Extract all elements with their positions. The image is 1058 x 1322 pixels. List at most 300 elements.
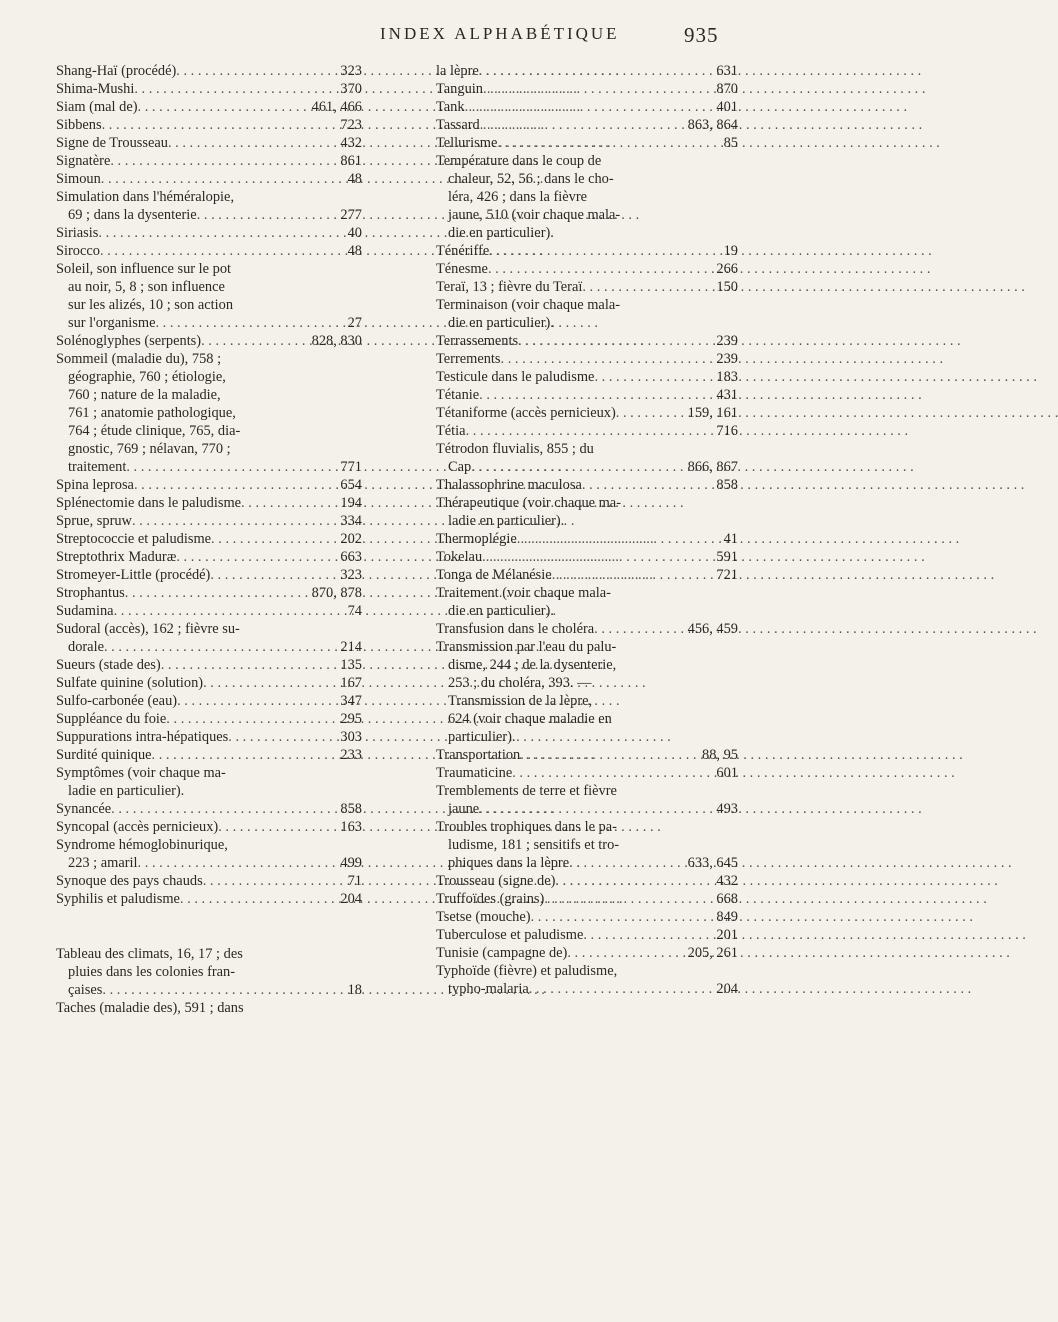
index-entry xyxy=(436,908,738,926)
section-gap xyxy=(56,908,362,945)
entry-page-refs: 205, 261 xyxy=(687,945,738,961)
index-entry xyxy=(436,818,738,872)
entry-term: Simoun xyxy=(56,171,101,187)
entry-term: la lèpre xyxy=(436,63,479,79)
entry-continuation-line: disme, 244 ; de la dysenterie, xyxy=(448,657,617,673)
index-entry xyxy=(56,224,362,242)
entry-continuation-line: Transmission de la lèpre, xyxy=(448,693,593,709)
entry-term: Thalassophrine maculosa xyxy=(436,477,582,493)
entry-page-refs: 771 xyxy=(340,459,362,475)
leader-dots xyxy=(218,818,337,836)
entry-last-line xyxy=(436,800,738,818)
entry-term: Solénoglyphes (serpents) xyxy=(56,333,202,349)
leader-dots xyxy=(102,981,344,999)
entry-last-line xyxy=(436,458,738,476)
leader-dots xyxy=(101,170,345,188)
entry-last-line xyxy=(436,224,738,242)
leader-dots xyxy=(582,476,714,494)
entry-page-refs: 167 xyxy=(340,675,362,691)
index-entry xyxy=(436,242,738,260)
entry-last-text: jaune xyxy=(448,801,480,817)
entry-first-line: Terminaison (voir chaque mala- xyxy=(436,297,620,313)
entry-last-text: phiques dans la lèpre xyxy=(448,855,570,871)
entry-term: Synoque des pays chauds xyxy=(56,873,203,889)
leader-dots xyxy=(594,620,684,638)
entry-first-line: Sudoral (accès), 162 ; fièvre su- xyxy=(56,621,240,637)
leader-dots xyxy=(616,404,685,422)
leader-dots xyxy=(176,548,337,566)
leader-dots xyxy=(582,278,713,296)
entry-page-refs: 135 xyxy=(340,657,362,673)
entry-term: Sueurs (stade des) xyxy=(56,657,161,673)
leader-dots xyxy=(583,926,713,944)
entry-first-line: Thérapeutique (voir chaque ma- xyxy=(436,495,621,511)
leader-dots xyxy=(98,224,344,242)
entry-page-refs: 863, 864 xyxy=(687,117,738,133)
entry-last-text: die en particulier). xyxy=(448,603,554,619)
leader-dots xyxy=(104,638,337,656)
entry-continuation-line: 761 ; anatomie pathologique, xyxy=(68,405,236,421)
index-entry xyxy=(56,800,362,818)
index-entry xyxy=(56,170,362,188)
index-entry xyxy=(436,476,738,494)
entry-term: Truffoïdes (grains) xyxy=(436,891,545,907)
index-entry xyxy=(56,764,362,800)
entry-term: Shima-Mushi xyxy=(56,81,135,97)
entry-term: Tuberculose et paludisme xyxy=(436,927,584,943)
index-entry xyxy=(436,404,738,422)
entry-term: Strophantus xyxy=(56,585,125,601)
entry-continuation-line: pluies dans les colonies fran- xyxy=(68,964,236,980)
entry-page-refs: 870 xyxy=(716,81,738,97)
leader-dots xyxy=(201,332,309,350)
entry-page-refs: 591 xyxy=(716,549,738,565)
entry-last-text: die en particulier). xyxy=(448,315,554,331)
index-entry xyxy=(436,62,738,80)
leader-dots xyxy=(480,116,685,134)
index-entry xyxy=(56,566,362,584)
entry-last-line xyxy=(56,314,362,332)
leader-dots xyxy=(125,584,309,602)
entry-term: Tellurisme xyxy=(436,135,498,151)
entry-page-refs: 19 xyxy=(723,243,738,259)
entry-page-refs: 194 xyxy=(340,495,362,511)
index-entry xyxy=(436,584,738,620)
entry-term: Thermoplégie xyxy=(436,531,517,547)
entry-term: Tassard xyxy=(436,117,480,133)
entry-term: Sibbens xyxy=(56,117,102,133)
index-entry xyxy=(436,134,738,152)
index-entry xyxy=(56,692,362,710)
index-entry xyxy=(56,350,362,476)
index-entry xyxy=(436,890,738,908)
entry-page-refs: 861 xyxy=(340,153,362,169)
entry-continuation-line: ludisme, 181 ; sensitifs et tro- xyxy=(448,837,620,853)
entry-term: Stromeyer-Little (procédé) xyxy=(56,567,211,583)
leader-dots xyxy=(197,206,338,224)
entry-first-line: Tableau des climats, 16, 17 ; des xyxy=(56,946,243,962)
leader-dots xyxy=(241,494,337,512)
index-entry xyxy=(56,602,362,620)
leader-dots xyxy=(138,854,338,872)
entry-term: Transportation xyxy=(436,747,521,763)
entry-page-refs: 858 xyxy=(716,477,738,493)
entry-page-refs: 88, 95 xyxy=(702,747,738,763)
leader-dots xyxy=(210,566,337,584)
leader-dots xyxy=(100,242,345,260)
entry-page-refs: 150 xyxy=(716,279,738,295)
leader-dots xyxy=(161,656,338,674)
leader-dots xyxy=(501,350,714,368)
leader-dots xyxy=(203,872,345,890)
entry-continuation-line: 253 ; du choléra, 393. — xyxy=(448,675,592,691)
entry-term: Tank xyxy=(436,99,465,115)
entry-page-refs: 323 xyxy=(340,63,362,79)
index-entry xyxy=(436,440,738,476)
entry-page-refs: 858 xyxy=(340,801,362,817)
entry-first-line: Syndrome hémoglobinurique, xyxy=(56,837,228,853)
entry-page-refs: 48 xyxy=(347,171,362,187)
entry-page-refs: 239 xyxy=(716,351,738,367)
leader-dots xyxy=(482,548,713,566)
entry-page-refs: 601 xyxy=(716,765,738,781)
entry-page-refs: 493 xyxy=(716,801,738,817)
index-entry xyxy=(436,926,738,944)
entry-last-line xyxy=(56,638,362,656)
index-entry xyxy=(56,746,362,764)
leader-dots xyxy=(180,890,337,908)
index-entry xyxy=(436,944,738,962)
leader-dots xyxy=(176,62,337,80)
leader-dots xyxy=(518,332,713,350)
entry-page-refs: 18 xyxy=(347,982,362,998)
entry-page-refs: 866, 867 xyxy=(687,459,738,475)
index-entry xyxy=(56,260,362,332)
leader-dots xyxy=(517,530,721,548)
index-entry xyxy=(436,638,738,746)
leader-dots xyxy=(483,80,713,98)
leader-dots xyxy=(488,260,713,278)
entry-term: Streptothrix Maduræ xyxy=(56,549,177,565)
entry-continuation-line: léra, 426 ; dans la fièvre xyxy=(448,189,588,205)
index-entry xyxy=(436,620,738,638)
index-entry xyxy=(56,332,362,350)
entry-term: Syphilis et paludisme xyxy=(56,891,180,907)
entry-page-refs: 654 xyxy=(340,477,362,493)
entry-page-refs: 716 xyxy=(716,423,738,439)
entry-page-refs: 295 xyxy=(340,711,362,727)
entry-term: Tonga de Mélanésie xyxy=(436,567,552,583)
leader-dots xyxy=(531,908,714,926)
index-entry xyxy=(436,350,738,368)
entry-last-text: typho-malaria xyxy=(448,981,529,997)
leader-dots xyxy=(465,98,714,116)
entry-term: Sudamina xyxy=(56,603,114,619)
entry-last-text: ladie en particulier). xyxy=(448,513,565,529)
entry-last-line xyxy=(436,512,738,530)
index-entry xyxy=(56,80,362,98)
index-entry xyxy=(56,494,362,512)
index-entry xyxy=(56,674,362,692)
entry-page-refs: 183 xyxy=(716,369,738,385)
entry-term: Tétanie xyxy=(436,387,480,403)
entry-page-refs: 370 xyxy=(340,81,362,97)
entry-term: Tétia xyxy=(436,423,466,439)
leader-dots xyxy=(489,242,720,260)
entry-last-text: die en particulier). xyxy=(448,225,554,241)
index-entry xyxy=(56,62,362,80)
entry-page-refs: 723 xyxy=(340,117,362,133)
entry-term: Synancée xyxy=(56,801,112,817)
leader-dots xyxy=(466,422,714,440)
entry-term: Traumaticine xyxy=(436,765,513,781)
index-entry xyxy=(56,116,362,134)
entry-continuation-line: gnostic, 769 ; nélavan, 770 ; xyxy=(68,441,231,457)
entry-term: Tokelau xyxy=(436,549,483,565)
index-entry xyxy=(56,945,362,999)
entry-term: Streptococcie et paludisme xyxy=(56,531,212,547)
leader-dots xyxy=(567,944,684,962)
entry-first-line: Typhoïde (fièvre) et paludisme, xyxy=(436,963,618,979)
entry-last-text: 223 ; amaril xyxy=(68,855,138,871)
entry-term: Transfusion dans le choléra xyxy=(436,621,595,637)
entry-first-line: Température dans le coup de xyxy=(436,153,602,169)
leader-dots xyxy=(168,134,337,152)
index-entry xyxy=(436,548,738,566)
entry-continuation-line: 624 (voir chaque maladie en xyxy=(448,711,612,727)
entry-page-refs: 204 xyxy=(716,981,738,997)
entry-first-line: Simulation dans l'héméralopie, xyxy=(56,189,235,205)
entry-last-text: dorale xyxy=(68,639,104,655)
entry-first-line: Transmission par l'eau du palu- xyxy=(436,639,617,655)
entry-term: Sprue, spruw xyxy=(56,513,132,529)
entry-term: Suppurations intra-hépatiques xyxy=(56,729,229,745)
index-entry xyxy=(56,152,362,170)
entry-continuation-line: jaune, 510 (voir chaque mala- xyxy=(448,207,621,223)
index-entry xyxy=(56,728,362,746)
entry-last-line xyxy=(56,981,362,999)
entry-page-refs: 202 xyxy=(340,531,362,547)
entry-continuation-line: au noir, 5, 8 ; son influence xyxy=(68,279,225,295)
leader-dots xyxy=(110,152,337,170)
leader-dots xyxy=(228,728,337,746)
entry-page-refs: 828, 830 xyxy=(311,333,362,349)
index-entry xyxy=(436,152,738,242)
entry-last-line xyxy=(436,728,738,746)
index-entry xyxy=(436,494,738,530)
leader-dots xyxy=(512,764,713,782)
entry-page-refs: 347 xyxy=(340,693,362,709)
entry-term: Spina leprosa xyxy=(56,477,134,493)
leader-dots xyxy=(114,602,345,620)
entry-first-line: Traitement (voir chaque mala- xyxy=(436,585,611,601)
index-entry xyxy=(56,818,362,836)
entry-term: Tanguin xyxy=(436,81,483,97)
entry-last-line xyxy=(56,458,362,476)
running-header xyxy=(0,24,800,54)
entry-first-line: Tremblements de terre et fièvre xyxy=(436,783,617,799)
leader-dots xyxy=(479,800,713,818)
entry-page-refs: 40 xyxy=(347,225,362,241)
entry-last-line xyxy=(436,314,738,332)
leader-dots xyxy=(594,368,713,386)
entry-term: Surdité quinique xyxy=(56,747,152,763)
entry-page-refs: 27 xyxy=(347,315,362,331)
leader-dots xyxy=(569,854,685,872)
entry-page-refs: 721 xyxy=(716,567,738,583)
entry-term: Teraï, 13 ; fièvre du Teraï xyxy=(436,279,583,295)
entry-last-text: çaises xyxy=(68,982,103,998)
index-entry xyxy=(436,278,738,296)
entry-page-refs: 663 xyxy=(340,549,362,565)
entry-page-refs: 163 xyxy=(340,819,362,835)
leader-dots xyxy=(555,872,713,890)
leader-dots xyxy=(471,458,684,476)
index-entry xyxy=(56,836,362,872)
leader-dots xyxy=(211,530,337,548)
entry-page-refs: 870, 878 xyxy=(311,585,362,601)
entry-page-refs: 431 xyxy=(716,387,738,403)
entry-page-refs: 401 xyxy=(716,99,738,115)
index-entry xyxy=(436,116,738,134)
leader-dots xyxy=(479,386,713,404)
index-entry xyxy=(56,999,362,1017)
index-entry xyxy=(56,134,362,152)
index-entry xyxy=(56,98,362,116)
index-entry xyxy=(56,872,362,890)
index-entry xyxy=(56,530,362,548)
entry-term: Sulfate quinine (solution) xyxy=(56,675,204,691)
entry-last-line xyxy=(56,854,362,872)
entry-page-refs: 277 xyxy=(340,207,362,223)
leader-dots xyxy=(520,746,699,764)
leader-dots xyxy=(155,314,344,332)
index-entry xyxy=(436,746,738,764)
entry-page-refs: 239 xyxy=(716,333,738,349)
leader-dots xyxy=(203,674,337,692)
entry-last-line xyxy=(436,980,738,998)
entry-term: Ténesme xyxy=(436,261,488,277)
entry-term: Tsetse (mouche) xyxy=(436,909,531,925)
entry-page-refs: 85 xyxy=(723,135,738,151)
leader-dots xyxy=(552,566,714,584)
entry-first-line: Symptômes (voir chaque ma- xyxy=(56,765,226,781)
entry-term: Ténériffe xyxy=(436,243,490,259)
index-entry xyxy=(56,710,362,728)
entry-term: Tunisie (campagne de) xyxy=(436,945,568,961)
index-entry xyxy=(56,188,362,224)
entry-term: Terrassements xyxy=(436,333,519,349)
entry-page-refs: 201 xyxy=(716,927,738,943)
index-entry xyxy=(56,584,362,602)
entry-term: Splénectomie dans le paludisme xyxy=(56,495,242,511)
index-entry xyxy=(436,764,738,782)
entry-last-text: particulier). xyxy=(448,729,516,745)
leader-dots xyxy=(132,512,337,530)
entry-term: Testicule dans le paludisme xyxy=(436,369,595,385)
index-entry xyxy=(56,476,362,494)
leader-dots xyxy=(152,746,338,764)
entry-first-line: Tétrodon fluvialis, 855 ; du xyxy=(436,441,594,457)
entry-continuation-line: géographie, 760 ; étiologie, xyxy=(68,369,226,385)
entry-term: Signatère xyxy=(56,153,111,169)
entry-page-refs: 461, 466 xyxy=(311,99,362,115)
entry-page-refs: 303 xyxy=(340,729,362,745)
leader-dots xyxy=(544,890,713,908)
entry-page-refs: 74 xyxy=(347,603,362,619)
entry-page-refs: 71 xyxy=(347,873,362,889)
leader-dots xyxy=(111,800,337,818)
entry-last-text: sur l'organisme xyxy=(68,315,156,331)
index-column-left xyxy=(56,62,362,1017)
index-entry xyxy=(56,890,362,908)
leader-dots xyxy=(529,980,714,998)
entry-term: Siam (mal de) xyxy=(56,99,138,115)
index-entry xyxy=(436,332,738,350)
entry-last-text: ladie en particulier). xyxy=(68,783,185,799)
entry-term: Shang-Haï (procédé) xyxy=(56,63,177,79)
index-entry xyxy=(56,512,362,530)
entry-page-refs: 334 xyxy=(340,513,362,529)
entry-page-refs: 233 xyxy=(340,747,362,763)
entry-page-refs: 668 xyxy=(716,891,738,907)
entry-page-refs: 849 xyxy=(716,909,738,925)
index-entry xyxy=(56,620,362,656)
entry-last-line xyxy=(56,782,362,800)
entry-page-refs: 432 xyxy=(716,873,738,889)
entry-continuation-line: 764 ; étude clinique, 765, dia- xyxy=(68,423,241,439)
entry-page-refs: 499 xyxy=(340,855,362,871)
entry-page-refs: 214 xyxy=(340,639,362,655)
entry-continuation-line: chaleur, 52, 56 ; dans le cho- xyxy=(448,171,614,187)
index-entry xyxy=(436,386,738,404)
leader-dots xyxy=(497,134,720,152)
index-entry xyxy=(436,368,738,386)
index-entry xyxy=(436,782,738,818)
entry-page-refs: 323 xyxy=(340,567,362,583)
index-entry xyxy=(436,296,738,332)
entry-term: Sulfo-carbonée (eau) xyxy=(56,693,178,709)
entry-continuation-line: 760 ; nature de la maladie, xyxy=(68,387,221,403)
index-entry xyxy=(436,566,738,584)
entry-term: Tétaniforme (accès pernicieux) xyxy=(436,405,616,421)
leader-dots xyxy=(134,476,337,494)
leader-dots xyxy=(138,98,309,116)
entry-term: Suppléance du foie xyxy=(56,711,167,727)
entry-page-refs: 456, 459 xyxy=(687,621,738,637)
entry-page-refs: 204 xyxy=(340,891,362,907)
index-entry xyxy=(436,530,738,548)
leader-dots xyxy=(479,62,714,80)
entry-term: Terrements xyxy=(436,351,501,367)
index-entry xyxy=(56,242,362,260)
index-entry xyxy=(56,656,362,674)
entry-continuation-line: sur les alizés, 10 ; son action xyxy=(68,297,234,313)
index-entry xyxy=(436,872,738,890)
leader-dots xyxy=(126,458,337,476)
entry-term: Taches (maladie des), 591 ; dans xyxy=(56,1000,244,1016)
index-entry xyxy=(436,422,738,440)
entry-page-refs: 48 xyxy=(347,243,362,259)
entry-last-line xyxy=(436,854,738,872)
entry-term: Signe de Trousseau xyxy=(56,135,168,151)
entry-term: Trousseau (signe de) xyxy=(436,873,556,889)
leader-dots xyxy=(166,710,337,728)
entry-last-text: traitement xyxy=(68,459,127,475)
entry-page-refs: 432 xyxy=(340,135,362,151)
leader-dots xyxy=(102,116,338,134)
entry-first-line: Soleil, son influence sur le pot xyxy=(56,261,232,277)
